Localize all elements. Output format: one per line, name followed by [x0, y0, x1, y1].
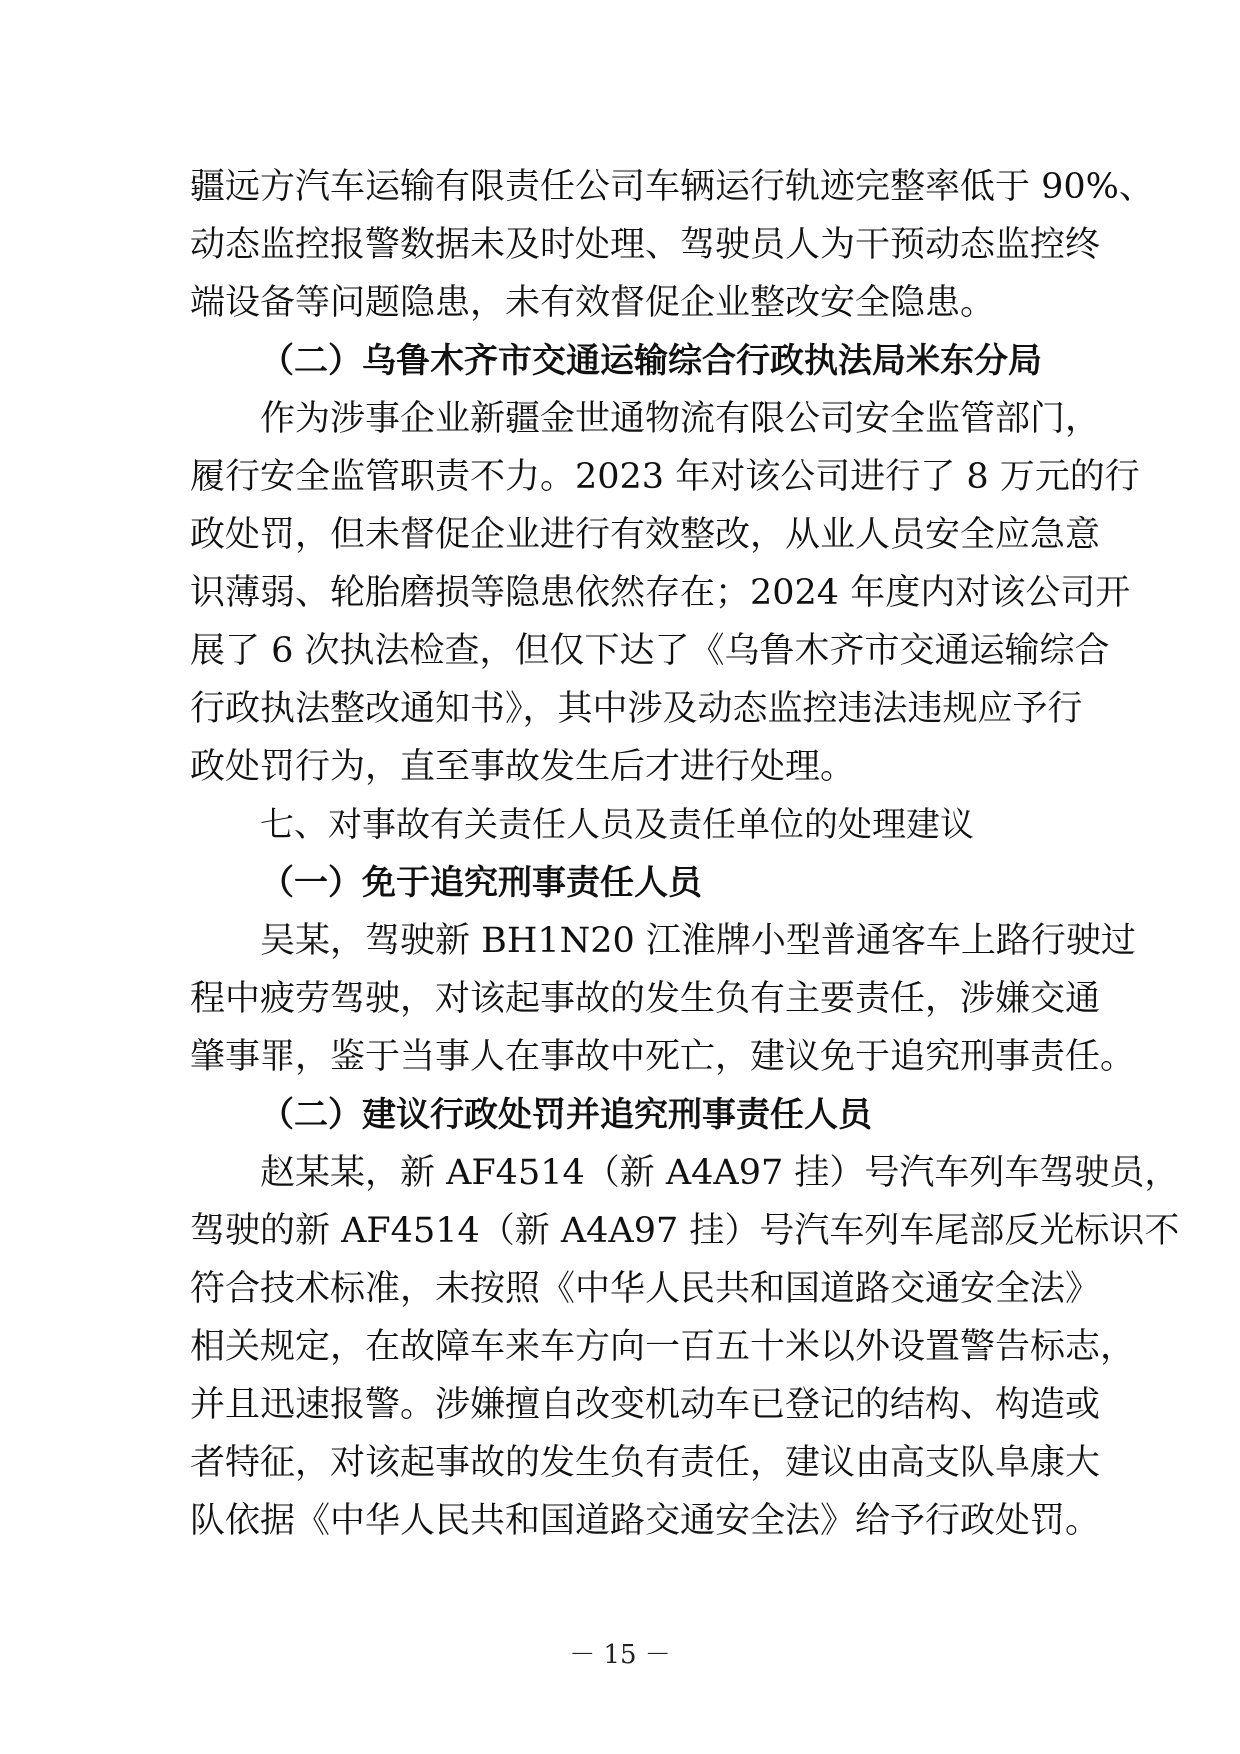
body-text-line: 政处罚行为，直至事故发生后才进行处理。 [190, 747, 856, 787]
body-text-line: 展了 6 次执法检查，但仅下达了《乌鲁木齐市交通运输综合 [190, 631, 1110, 671]
body-text-line: 识薄弱、轮胎磨损等隐患依然存在；2024 年度内对该公司开 [190, 573, 1131, 613]
body-text-line: 队依据《中华人民共和国道路交通安全法》给予行政处罚。 [190, 1501, 1101, 1541]
body-text-line: 肇事罪，鉴于当事人在事故中死亡，建议免于追究刑事责任。 [190, 1037, 1136, 1077]
body-text-line: 履行安全监管职责不力。2023 年对该公司进行了 8 万元的行 [190, 457, 1140, 497]
page-number: － 15 － [569, 1640, 671, 1670]
section-subheading: （二）乌鲁木齐市交通运输综合行政执法局米东分局 [260, 341, 1042, 381]
body-text-line: 并且迅速报警。涉嫌擅自改变机动车已登记的结构、构造或 [190, 1385, 1101, 1425]
body-text-line: 疆远方汽车运输有限责任公司车辆运行轨迹完整率低于 90%、 [190, 167, 1154, 207]
body-text-line: 作为涉事企业新疆金世通物流有限公司安全监管部门， [260, 399, 1101, 439]
section-subheading: （一）免于追究刑事责任人员 [260, 863, 702, 903]
body-text-line: 程中疲劳驾驶，对该起事故的发生负有主要责任，涉嫌交通 [190, 979, 1101, 1019]
body-text-line: 政处罚，但未督促企业进行有效整改，从业人员安全应急意 [190, 515, 1101, 555]
body-text-line: 符合技术标准，未按照《中华人民共和国道路交通安全法》 [190, 1269, 1101, 1309]
body-text-line: 者特征，对该起事故的发生负有责任，建议由高支队阜康大 [190, 1443, 1101, 1483]
body-text-line: 赵某某，新 AF4514（新 A4A97 挂）号汽车列车驾驶员， [260, 1153, 1180, 1193]
body-text-line: 驾驶的新 AF4514（新 A4A97 挂）号汽车列车尾部反光标识不 [190, 1211, 1180, 1251]
body-text-line: 吴某，驾驶新 BH1N20 江淮牌小型普通客车上路行驶过 [260, 921, 1136, 961]
body-text-line: 端设备等问题隐患，未有效督促企业整改安全隐患。 [190, 283, 996, 323]
body-text-line: 行政执法整改通知书》，其中涉及动态监控违法违规应予行 [190, 689, 1083, 729]
body-text-line: 相关规定，在故障车来车方向一百五十米以外设置警告标志， [190, 1327, 1136, 1367]
section-subheading: （二）建议行政处罚并追究刑事责任人员 [260, 1095, 872, 1135]
body-text-line: 动态监控报警数据未及时处理、驾驶员人为干预动态监控终 [190, 225, 1101, 265]
section-heading: 七、对事故有关责任人员及责任单位的处理建议 [260, 805, 974, 845]
